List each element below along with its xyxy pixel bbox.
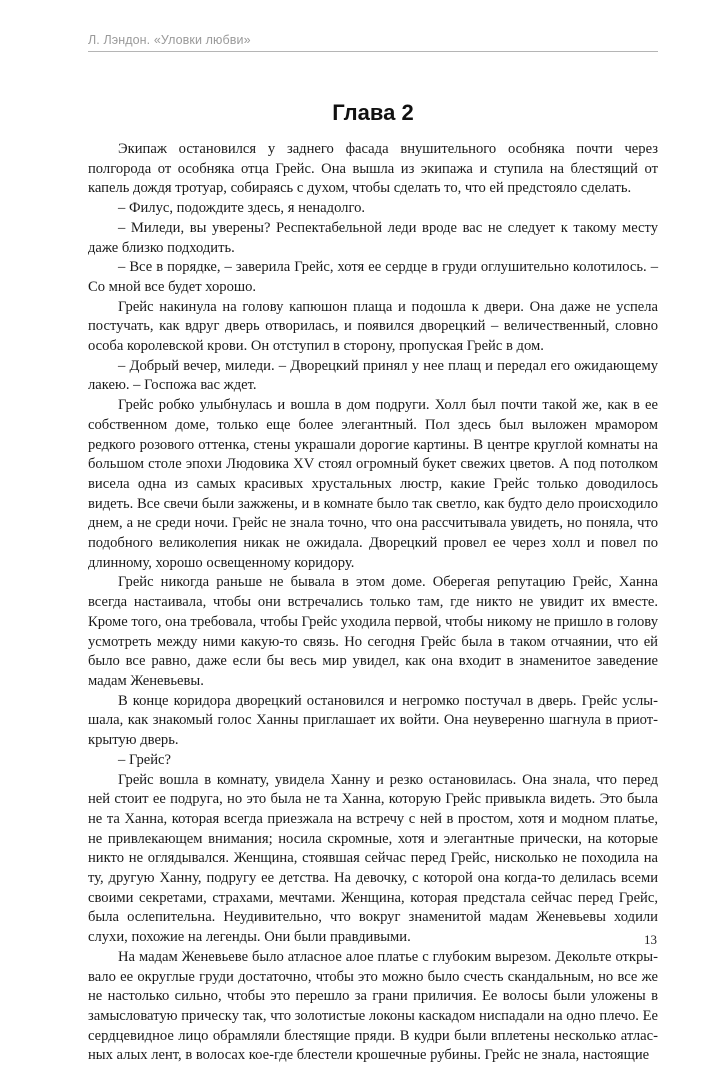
paragraph: – Миледи, вы уверены? Респектабельной леди вроде вас не следует к такому месту даже близко подходить. — [88, 219, 658, 256]
running-header: Л. Лэндон. «Уловки любви» — [88, 33, 251, 47]
paragraph: – Все в порядке, – заверила Грейс, хотя ее сердце в груди оглушительно колотилось. – Со мной все будет хорошо. — [88, 259, 658, 295]
chapter-title: Глава 2 — [332, 100, 414, 125]
chapter-body — [88, 140, 658, 1066]
paragraph: Грейс накинула на голову капюшон плаща и подошла к двери. Она даже не успела постучать, как вдруг дверь отворилась, и появился дворецкий – величественный, словно особа королевской крови. Он отступил в сторону, пропуская Грейс в дом. — [88, 298, 658, 355]
paragraph: – Филус, подождите здесь, я ненадолго. — [118, 200, 366, 217]
paragraph: В конце коридора дворецкий остановился и негромко постучал в дверь. Грейс услышала, как знакомый голос Ханны приглашает их войти. Она неуверенно шагнула в приоткрытую дверь. — [88, 692, 658, 749]
paragraph: – Грейс? — [118, 751, 172, 768]
header-rule — [88, 51, 658, 52]
paragraph: – Добрый вечер, миледи. – Дворецкий принял у нее плащ и передал его ожидающему лакею. – Госпожа вас ждет. — [88, 357, 658, 394]
paragraph: Экипаж остановился у заднего фасада внушительного особняка почти через полгорода от особняка отца Грейс. Она вышла из экипажа и ступила на блестящий от капель дождя тротуар, собираясь с духом, чтобы сделать то, что ей предстояло сделать. — [88, 141, 658, 197]
paragraph: На мадам Женевьеве было атласное алое платье с глубоким вырезом. Декольте открывало ее округлые груди достаточно, чтобы это можно было счесть скандальным, но все же не настолько сильно, чтобы это перешло за грани приличия. Ее волосы были уложены в замысловатую прическу так, что золотистые локоны каскадом ниспадали на одно плечо. Ее сердцевидное лицо обрамляли блестящие пряди. В кудри были вплетены несколько атласных алых лент, в волосах кое-где блестели крошечные рубины. Грейс не знала, настоящие — [88, 948, 658, 1064]
paragraph: Грейс вошла в комнату, увидела Ханну и резко остановилась. Она знала, что перед ней стоит ее подруга, но это была не та Ханна, которую Грейс привыкла видеть. Это была не та Ханна, которая всегда приезжала на встречу с ней в простом, хотя и модном платье, не привлекающем внимания; носила скромные, хотя и элегантные прически, на которые никто не оглядывался. Женщина, стоявшая сейчас перед Грейс, нисколько не походила на ту, другую Ханну, подругу ее детства. На девочку, с которой она когда-то делилась всеми своими секретами, страхами, мечтами. Женщина, которая предстала сейчас перед Грейс, была ослепительна. Неудивительно, что вокруг знаменитой мадам Женевьевы ходили слухи, похожие на легенды. Они были правдивыми. — [88, 771, 658, 946]
page-number: 13 — [644, 932, 657, 947]
paragraph: Грейс робко улыбнулась и вошла в дом подруги. Холл был почти такой же, как в ее собственном доме, только еще более элегантный. Пол здесь был выложен мрамором редкого розового оттенка, стены украшали дорогие картины. В центре круглой комнаты на большом столе эпохи Людовика XV стоял огромный букет свежих цветов. А под потолком висела одна из самых красивых хрустальных люстр, какие Грейс только доводилось видеть. Все свечи были зажжены, и в комнате было так светло, как будто дело происходило днем, а не среди ночи. Грейс не знала точно, что она рассчитывала увидеть, но поняла, что подобного великолепия никак не ожидала. Дворецкий провел ее через холл и повел по длинному, хорошо освещенному коридору. — [88, 397, 658, 571]
paragraph: Грейс никогда раньше не бывала в этом доме. Оберегая репутацию Грейс, Ханна всегда настаивала, чтобы они встречались только там, где никто не увидит их вместе. Кроме того, она требовала, чтобы Грейс уходила первой, чтобы никому не пришло в голову усмотреть между ними какую-то связь. Но сегодня Грейс была в таком отчаянии, что ей было все равно, даже если бы весь мир увидел, как она входит в знаменитое заведение мадам Женевьевы. — [88, 574, 658, 689]
